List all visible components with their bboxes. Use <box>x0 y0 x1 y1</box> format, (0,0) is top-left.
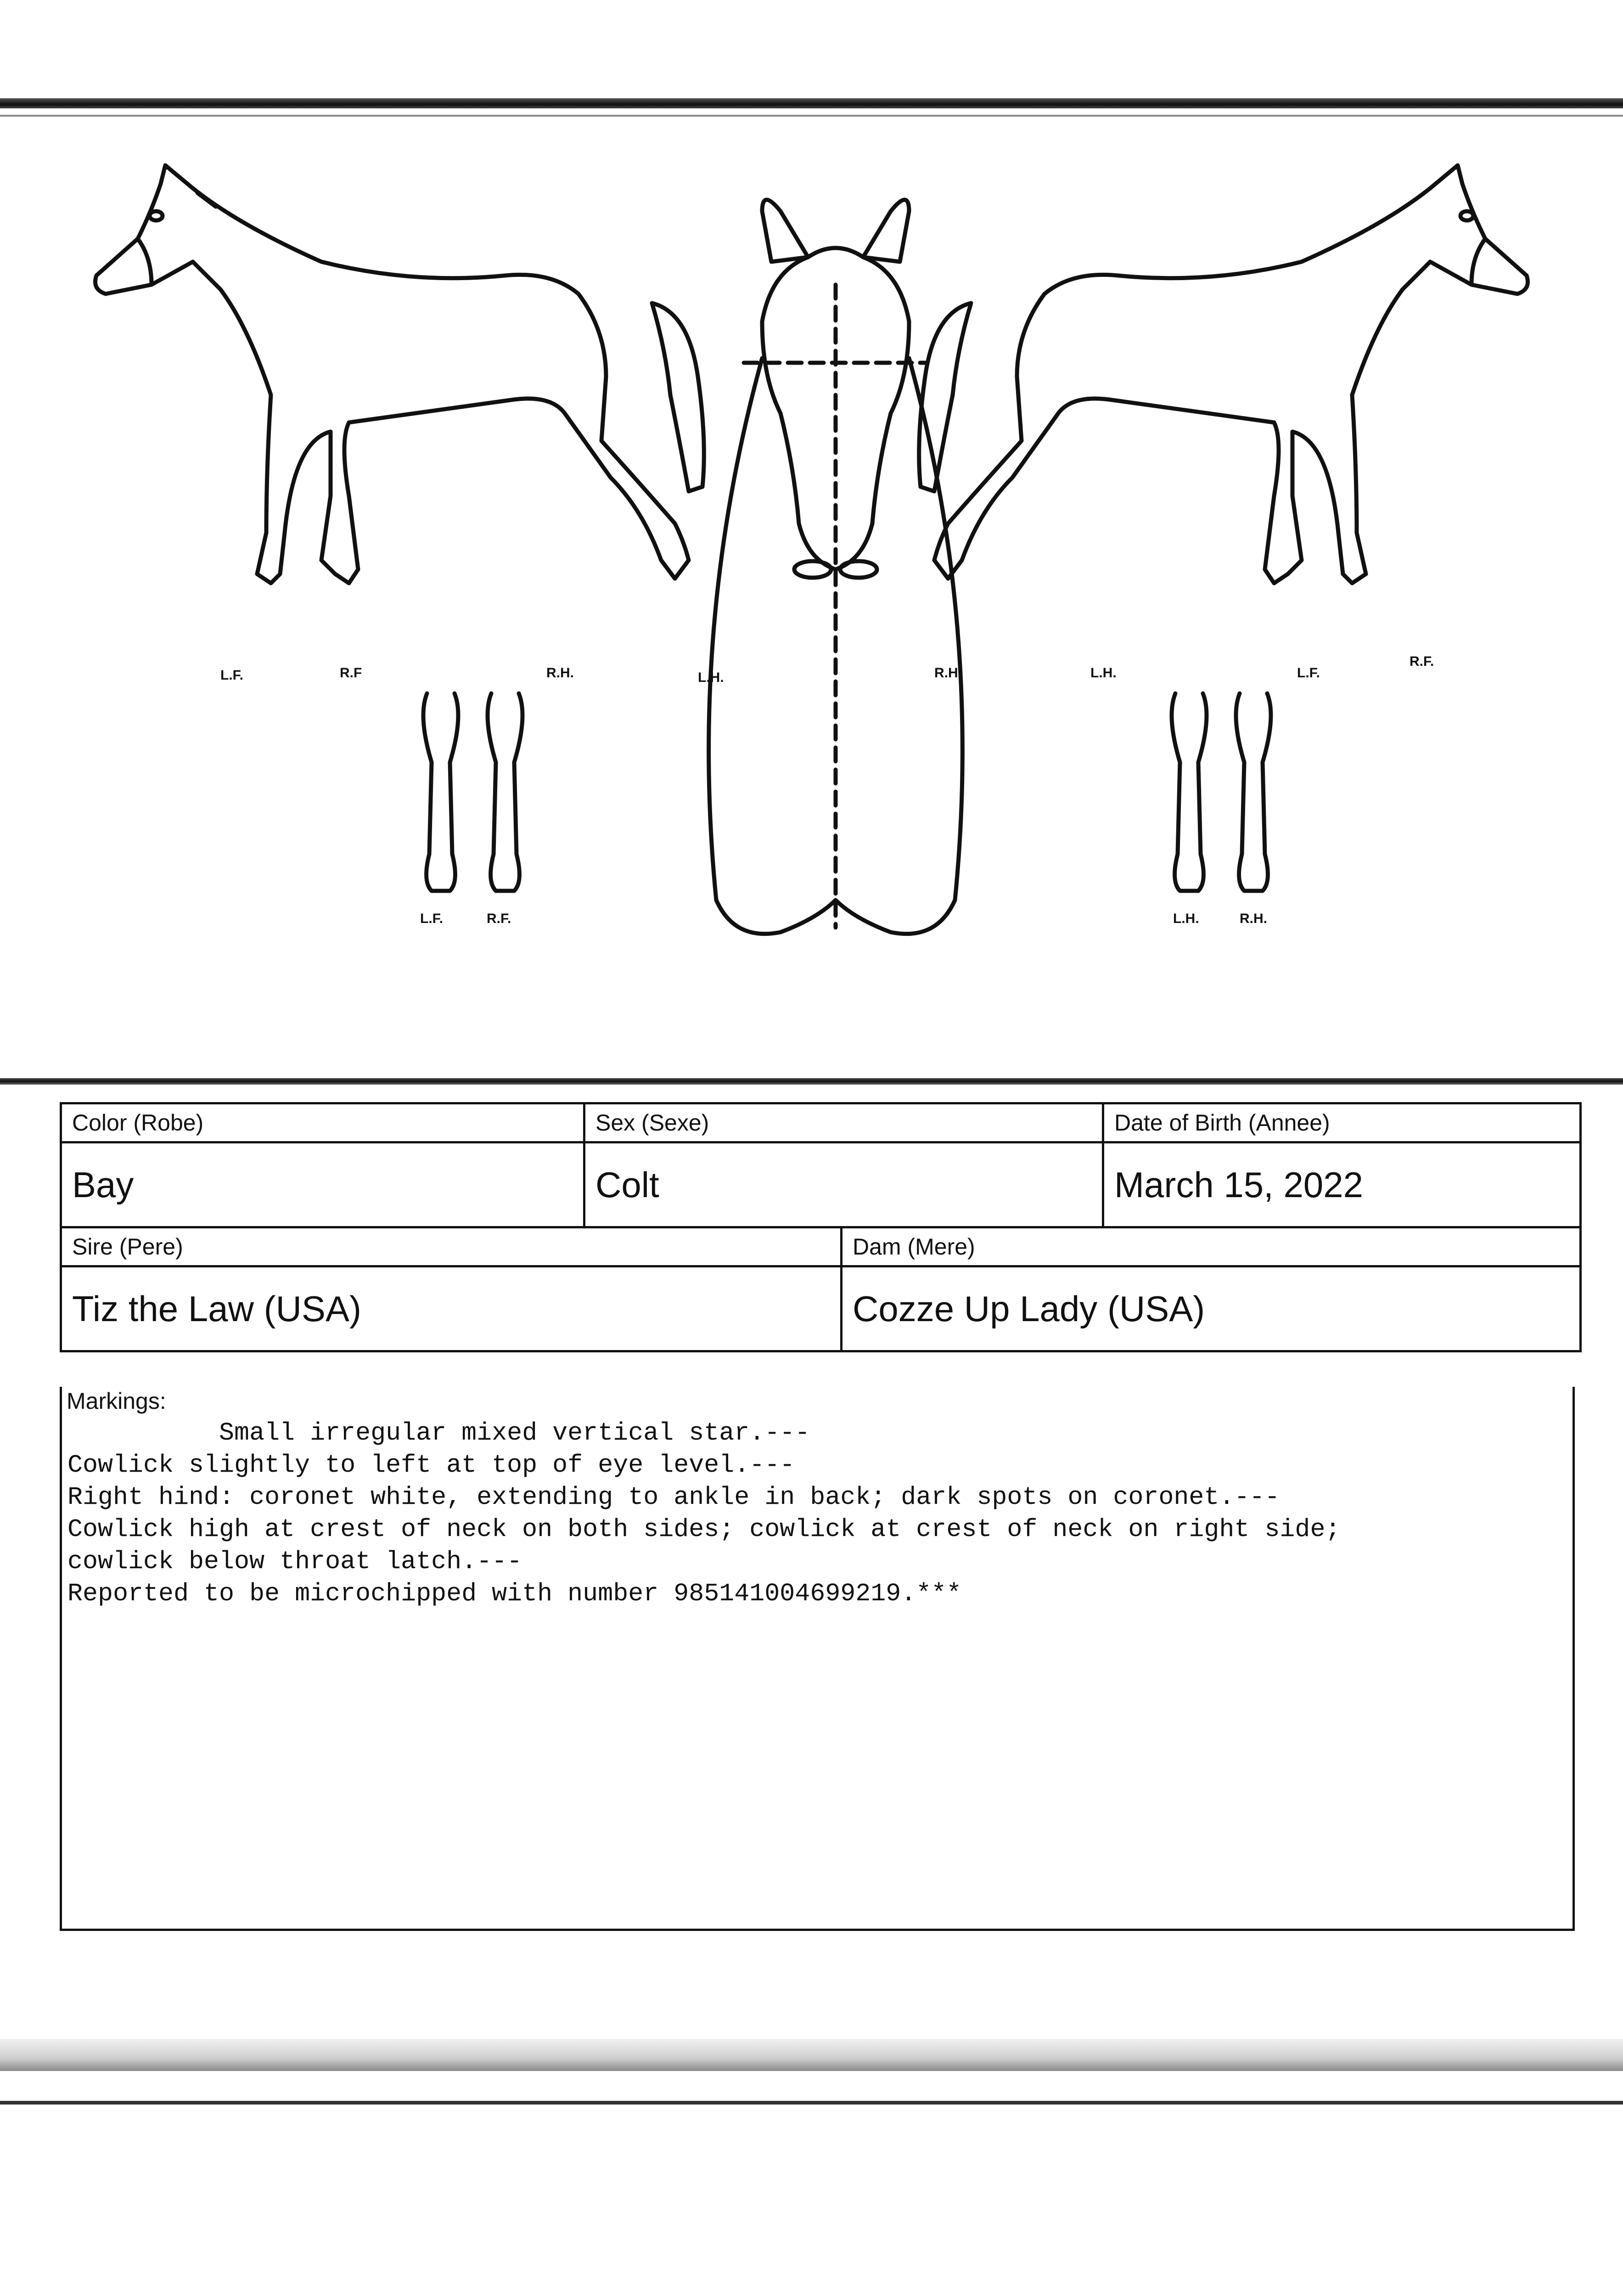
markings-line: cowlick below throat latch.--- <box>67 1547 522 1576</box>
scan-edge-bottom <box>0 2039 1623 2071</box>
scan-edge-top-thin <box>0 115 1623 117</box>
label-right-lf: L.F. <box>1297 665 1320 681</box>
dob-label: Date of Birth (Annee) <box>1103 1103 1581 1142</box>
horse-marking-diagram <box>0 119 1623 1075</box>
scan-edge-bottom-line <box>0 2101 1623 2105</box>
label-right-rf: R.F. <box>1410 654 1434 669</box>
markings-line: Cowlick slightly to left at top of eye level.--- <box>67 1451 795 1480</box>
sire-label: Sire (Pere) <box>61 1227 842 1266</box>
hind-legs-outline <box>1172 693 1271 891</box>
label-front-rf: R.F. <box>487 911 511 926</box>
sex-label: Sex (Sexe) <box>584 1103 1103 1142</box>
label-left-lh: L.H. <box>698 670 724 685</box>
dob-value: March 15, 2022 <box>1103 1142 1581 1227</box>
markings-line: Reported to be microchipped with number 985141004699219.*** <box>67 1579 962 1608</box>
sire-value: Tiz the Law (USA) <box>61 1266 842 1351</box>
label-left-rh: R.H. <box>546 665 574 681</box>
markings-line: Small irregular mixed vertical star.--- <box>67 1418 810 1447</box>
label-front-lf: L.F. <box>420 911 443 926</box>
dam-value: Cozze Up Lady (USA) <box>842 1266 1581 1351</box>
label-hind-rh: R.H. <box>1240 911 1267 926</box>
sex-value: Colt <box>584 1142 1103 1227</box>
dam-label: Dam (Mere) <box>842 1227 1581 1266</box>
color-label: Color (Robe) <box>61 1103 584 1142</box>
label-left-rf: R.F <box>340 665 362 681</box>
label-left-lf: L.F. <box>220 668 243 683</box>
scan-edge-middle <box>0 1078 1623 1085</box>
scan-edge-top <box>0 98 1623 108</box>
label-right-lh: L.H. <box>1090 665 1117 681</box>
markings-line: Right hind: coronet white, extending to ankle in back; dark spots on coronet.--- <box>67 1483 1280 1512</box>
right-horse-outline <box>919 165 1528 583</box>
horse-info-table <box>60 1102 1582 1352</box>
front-legs-outline <box>423 693 522 891</box>
markings-label: Markings: <box>67 1388 166 1414</box>
markings-line: Cowlick high at crest of neck on both sides; cowlick at crest of neck on right side; <box>67 1515 1341 1544</box>
color-value: Bay <box>61 1142 584 1227</box>
label-right-rh: R.H. <box>934 665 962 681</box>
label-hind-lh: L.H. <box>1173 911 1199 926</box>
markings-text <box>67 1417 1340 1610</box>
left-horse-outline <box>95 165 704 583</box>
head-front-outline <box>709 200 963 934</box>
markings-section <box>60 1387 1575 1931</box>
